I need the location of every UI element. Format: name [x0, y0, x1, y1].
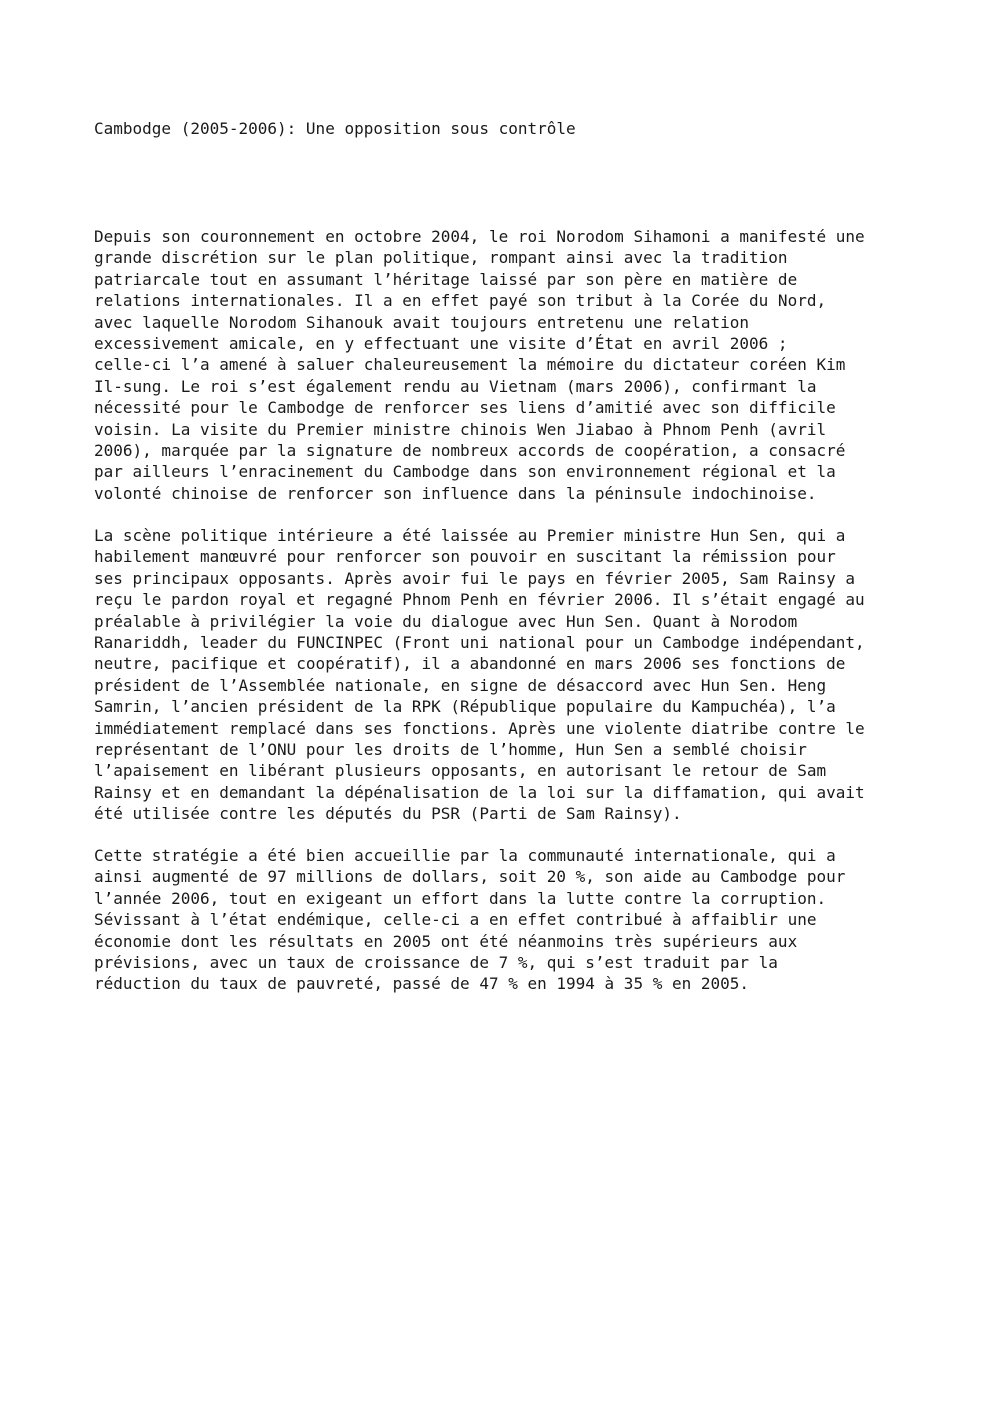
document-title: Cambodge (2005-2006): Une opposition sous contrôle: [94, 119, 576, 138]
paragraph-1: Depuis son couronnement en octobre 2004, le roi Norodom Sihamoni a manifesté une grande discrétion sur le plan politique, rompant ainsi avec la tradition patriarcale tout en assumant l’héritage laissé par son père en matière de relations internationales. Il a en effet payé son tribut à la Corée du Nord, avec laquelle Norodom Sihanouk avait toujours entretenu une relation excessivement amicale, en y effectuant une visite d’État en avril 2006 ; celle-ci l’a amené à saluer chaleureusement la mémoire du dictateur coréen Kim Il-sung. Le roi s’est également rendu au Vietnam (mars 2006), confirmant la nécessité pour le Cambodge de renforcer ses liens d’amitié avec son difficile voisin. La visite du Premier ministre chinois Wen Jiabao à Phnom Penh (avril 2006), marquée par la signature de nombreux accords de coopération, a consacré par ailleurs l’enracinement du Cambodge dans son environnement régional et la volonté chinoise de renforcer son influence dans la péninsule indochinoise.: [94, 227, 865, 503]
paragraph-2: La scène politique intérieure a été laissée au Premier ministre Hun Sen, qui a habilement manœuvré pour renforcer son pouvoir en suscitant la rémission pour ses principaux opposants. Après avoir fui le pays en février 2005, Sam Rainsy a reçu le pardon royal et regagné Phnom Penh en février 2006. Il s’était engagé au préalable à privilégier la voie du dialogue avec Hun Sen. Quant à Norodom Ranariddh, leader du FUNCINPEC (Front uni national pour un Cambodge indépendant, neutre, pacifique et coopératif), il a abandonné en mars 2006 ses fonctions de président de l’Assemblée nationale, en signe de désaccord avec Hun Sen. Heng Samrin, l’ancien président de la RPK (République populaire du Kampuchéa), l’a immédiatement remplacé dans ses fonctions. Après une violente diatribe contre le représentant de l’ONU pour les droits de l’homme, Hun Sen a semblé choisir l’apaisement en libérant plusieurs opposants, en autorisant le retour de Sam Rainsy et en demandant la dépénalisation de la loi sur la diffamation, qui avait été utilisée contre les députés du PSR (Parti de Sam Rainsy).: [94, 526, 865, 824]
paragraph-3: Cette stratégie a été bien accueillie par la communauté internationale, qui a ainsi augmenté de 97 millions de dollars, soit 20 %, son aide au Cambodge pour l’année 2006, tout en exigeant un effort dans la lutte contre la corruption. Sévissant à l’état endémique, celle-ci a en effet contribué à affaiblir une économie dont les résultats en 2005 ont été néanmoins très supérieurs aux prévisions, avec un taux de croissance de 7 %, qui s’est traduit par la réduction du taux de pauvreté, passé de 47 % en 1994 à 35 % en 2005.: [94, 846, 846, 994]
